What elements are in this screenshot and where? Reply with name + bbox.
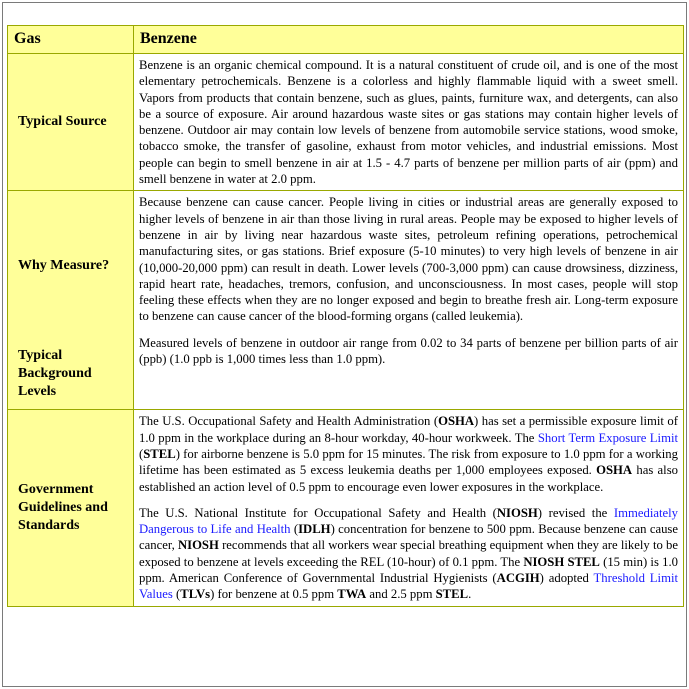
idlh-link[interactable]: Immediately Dangerous to Life and Health <box>139 505 678 537</box>
why-measure-text: Because benzene can cause cancer. People living in cities or industrial areas are generally exposed to higher levels of benzene in air than those living in rural areas. People may be exposed to higher levels of benzene in air by living near hazardous waste sites, petroleum refining operations, petrochemical manufacturing sites, or gas stations. Brief exposure (5-10 minutes) to very high levels of benzene in air (10,000-20,000 ppm) can result in death. Lower levels (700-3,000 ppm) can cause drowsiness, dizziness, rapid heart rate, headaches, tremors, confusion, and unconsciousness. In most cases, people will stop feeling these effects when they are no longer exposed and begin to breathe fresh air. Long-term exposure to benzene can cause cancer of the blood-forming organs (called leukemia). <box>139 195 678 324</box>
niosh-paragraph <box>139 505 678 603</box>
header-gas: Gas <box>8 26 134 54</box>
bold-term: NIOSH STEL <box>523 554 600 569</box>
text-span: ) revised the <box>537 505 614 520</box>
header-row <box>8 26 684 54</box>
bold-term: NIOSH <box>177 538 219 553</box>
label-why-measure: Why Measure? <box>18 258 110 274</box>
text-span: ) for airborne benzene is 5.0 ppm for 15 minutes. The risk from exposure to 1.0 ppm for a working lifetime has been estimated as 5 excess leukemia deaths per 1,000 employees exposed. <box>139 446 678 478</box>
label-typical-source: Typical Source <box>8 54 134 191</box>
typical-source-text: Benzene is an organic chemical compound. It is a natural constituent of crude oil, and is one of the most elementary petrochemicals. Benzene is a colorless and highly flammable liquid with a sweet smell. Vapors from products that contain benzene, such as glues, paints, furniture wax, and detergents, can also be a source of exposure. Air around hazardous waste sites or gas stations may contain higher levels of benzene. Outdoor air may contain low levels of benzene from automobile service stations, wood smoke, tobacco smoke, the transfer of gasoline, exhaust from motor vehicles, and industrial emissions. Most people can begin to smell benzene in air at 1.5 - 4.7 parts of benzene per million parts of air (ppm) and smell benzene in water at 2.0 ppm. <box>134 54 684 191</box>
bold-term: IDLH <box>298 522 331 537</box>
header-benzene: Benzene <box>134 26 684 54</box>
text-span: The U.S. Occupational Safety and Health Administration ( <box>139 414 439 429</box>
text-span: has also established an action level of 0.5 ppm to encourage even lower exposures in the workplace. <box>139 463 678 494</box>
label-typical-background-levels: Typical Background Levels <box>18 348 92 400</box>
text-span: recommends that all workers wear special breathing equipment when they are likely to be exposed to benzene at levels exceeding the REL (10-hour) of 0.1 ppm. The <box>139 538 678 569</box>
bold-term: TLVs <box>180 587 211 602</box>
text-span: . <box>468 587 472 602</box>
row-government-guidelines <box>8 410 684 606</box>
label-government-guidelines: Government Guidelines and Standards <box>8 410 134 606</box>
bold-term: ACGIH <box>496 571 540 586</box>
stel-link[interactable]: Short Term Exposure Limit <box>537 430 679 445</box>
background-levels-text: Measured levels of benzene in outdoor air range from 0.02 to 34 parts of benzene per billion parts of air (ppb) (1.0 ppb is 1,000 times less than 1.0 ppm). <box>139 335 678 367</box>
bold-term: OSHA <box>438 414 475 429</box>
text-span: ( <box>290 522 299 537</box>
text-span: ( <box>139 446 144 461</box>
text-span: (15 min) is 1.0 ppm. American Conference of Governmental Industrial Hygienists ( <box>139 554 678 586</box>
row-why-measure <box>8 191 684 410</box>
osha-paragraph <box>139 413 678 494</box>
tlv-link[interactable]: Threshold Limit Values <box>139 571 678 602</box>
bold-term: NIOSH <box>496 505 538 520</box>
text-span: ( <box>172 587 181 602</box>
text-span: ) for benzene at 0.5 ppm <box>210 587 338 602</box>
why-measure-body <box>134 191 684 410</box>
government-guidelines-body <box>134 410 684 606</box>
label-cell-why-measure <box>8 191 134 410</box>
text-span: ) has set a permissible exposure limit of 1.0 ppm in the workplace during an 8-hour workday, 40-hour workweek. The <box>139 414 678 445</box>
benzene-info-table <box>7 25 684 607</box>
bold-term: OSHA <box>596 463 633 478</box>
bold-term: STEL <box>435 587 469 602</box>
bold-term: STEL <box>143 446 176 461</box>
text-span: The U.S. National Institute for Occupational Safety and Health ( <box>139 505 497 520</box>
text-span: ) adopted <box>539 571 594 586</box>
row-typical-source <box>8 54 684 191</box>
text-span: ) concentration for benzene to 500 ppm. Because benzene can cause cancer, <box>139 522 678 553</box>
text-span: and 2.5 ppm <box>366 587 436 602</box>
bold-term: TWA <box>337 587 367 602</box>
